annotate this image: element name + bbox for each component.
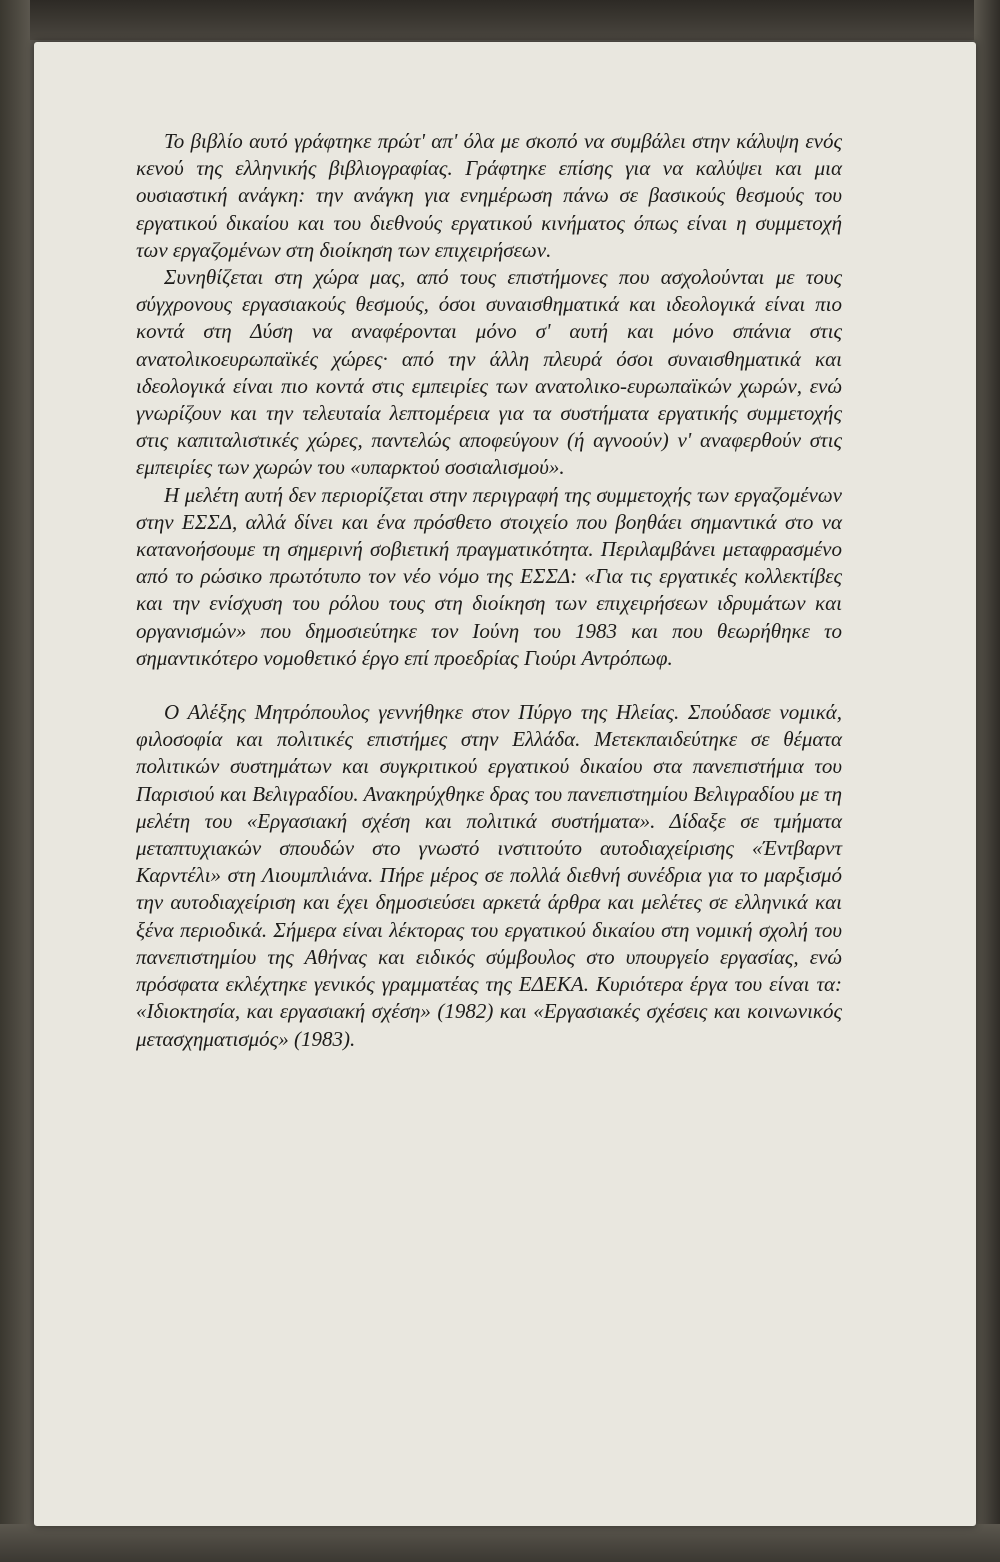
paragraph-study: Η μελέτη αυτή δεν περιορίζεται στην περιγραφή της συμμετοχής των εργαζομένων στην ΕΣΣΔ, αλλά δίνει και ένα πρόσθετο στοιχείο που βοηθάει σημαντικά στο να κατανοήσουμε τη σημερινή σοβιετική πραγματικότητα. Περιλαμβάνει μεταφρασμένο από το ρώσικο πρωτότυπο τον νέο νόμο της ΕΣΣΔ: «Για τις εργατικές κολλεκτίβες και την ενίσχυση του ρόλου τους στη διοίκηση των επιχειρήσεων ιδρυμάτων και οργανισμών» που δημοσιεύτηκε τον Ιούνη του 1983 και που θεωρήθηκε το σημαντικότερο νομοθετικό έργο επί προεδρίας Γιούρι Αντρόπωφ. xyxy=(136,482,842,670)
backdrop-bottom xyxy=(0,1524,1000,1562)
backdrop-top xyxy=(0,0,1000,40)
book-back-cover xyxy=(34,42,976,1526)
author-bio: Ο Αλέξης Μητρόπουλος γεννήθηκε στον Πύργο της Ηλείας. Σπούδασε νομικά, φιλοσοφία και πολιτικές επιστήμες στην Ελλάδα. Μετεκπαιδεύτηκε σε θέματα πολιτικών συστημάτων και συγκριτικού εργατικού δικαίου στα πανεπιστήμια του Παρισιού και Βελιγραδίου. Ανακηρύχθηκε δρας του πανεπιστημίου Βελιγραδίου με τη μελέτη του «Εργασιακή σχέση και πολιτικά συστήματα». Δίδαξε σε τμήματα μεταπτυχιακών σπουδών στο γνωστό ινστιτούτο αυτοδιαχείρισης «Έντβαρντ Καρντέλι» στη Λιουμπλιάνα. Πήρε μέρος σε πολλά διεθνή συνέδρια για το μαρξισμό την αυτοδιαχείριση και έχει δημοσιεύσει αρκετά άρθρα και μελέτες σε ελληνικά και ξένα περιοδικά. Σήμερα είναι λέκτορας του εργατικού δικαίου στη νομική σχολή του πανεπιστημίου της Αθήνας και ειδικός σύμβουλος στο υπουργείο εργασίας, ενώ πρόσφατα εκλέχτηκε γενικός γραμματέας της ΕΔΕΚΑ. Κυριότερα έργα του είναι τα: «Ιδιοκτησία, και εργασιακή σχέση» (1982) και «Εργασιακές σχέσεις και κοινωνικός μετασχηματισμός» (1983). xyxy=(136,700,842,1051)
paragraph-context: Συνηθίζεται στη χώρα μας, από τους επιστήμονες που ασχολούνται με τους σύγχρονους εργασιακούς θεσμούς, όσοι συναισθηματικά και ιδεολογικά είναι πιο κοντά στη Δύση να αναφέρονται μόνο σ' αυτή και μόνο σπάνια στις ανατολικοευρωπαϊκές χώρες· από την άλλη πλευρά όσοι συναισθηματικά και ιδεολογικά είναι πιο κοντά στις εμπειρίες των ανατολικο-ευρωπαϊκών χωρών, ενώ γνωρίζουν και την τελευταία λεπτομέρεια για τα συστήματα εργατικής συμμετοχής στις καπιταλιστικές χώρες, παντελώς αποφεύγουν (ή αγνοούν) ν' αναφερθούν στις εμπειρίες των χωρών του «υπαρκτού σοσιαλισμού». xyxy=(136,265,842,480)
paragraph-intro: Το βιβλίο αυτό γράφτηκε πρώτ' απ' όλα με σκοπό να συμβάλει στην κάλυψη ενός κενού της ελληνικής βιβλιογραφίας. Γράφτηκε επίσης για να καλύψει και μια ουσιαστική ανάγκη: την ανάγκη για ενημέρωση πάνω σε βασικούς θεσμούς του εργατικού δικαίου και του διεθνούς εργατικού κινήματος όπως είναι η συμμετοχή των εργαζομένων στη διοίκηση των επιχειρήσεων. xyxy=(136,129,842,262)
paragraph-gap xyxy=(136,672,842,699)
backdrop-right xyxy=(974,0,1000,1562)
blurb-text xyxy=(136,128,842,1053)
backdrop-left xyxy=(0,0,30,1562)
